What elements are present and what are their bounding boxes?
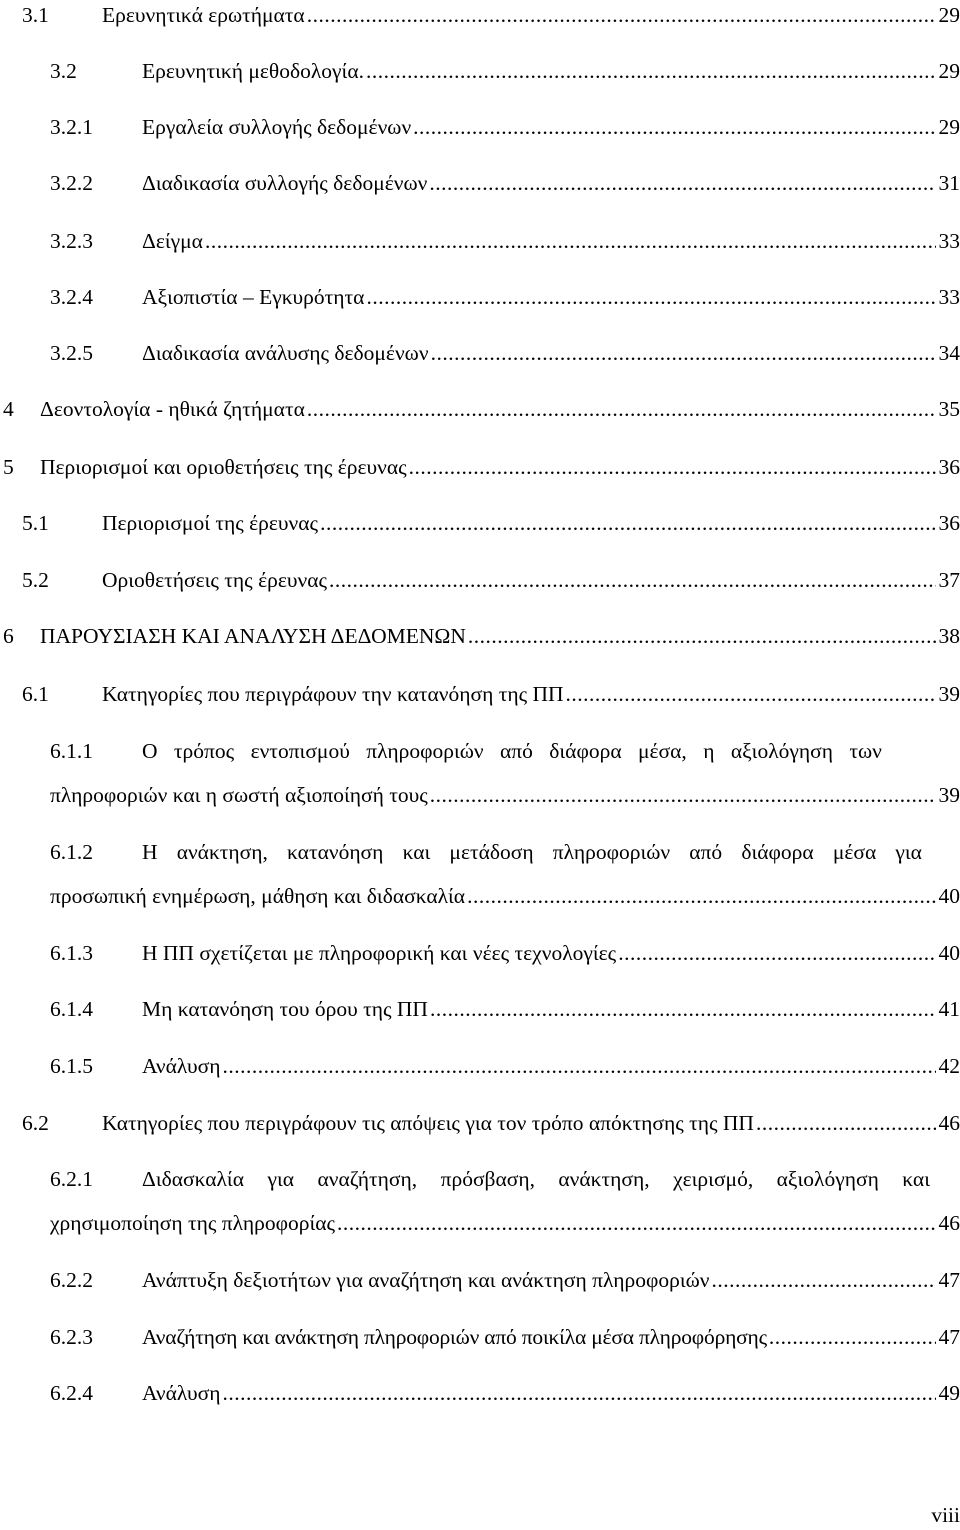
toc-entry-number: 5.2 (22, 565, 102, 595)
toc-leader-dots (431, 338, 936, 368)
toc-entry-number: 4 (3, 394, 40, 424)
toc-entry-page: 35 (939, 394, 960, 424)
toc-entry[interactable] (22, 0, 960, 30)
toc-entry-page: 38 (939, 621, 960, 651)
toc-entry-title: Ανάλυση (142, 1378, 220, 1408)
toc-entry-title: Διαδικασία ανάλυσης δεδομένων (142, 338, 429, 368)
toc-entry-title (142, 837, 960, 867)
toc-title-word: από (500, 736, 533, 766)
toc-entry-number: 3.2.4 (50, 282, 142, 312)
toc-title-word: για (895, 837, 922, 867)
toc-entry-page: 46 (939, 1208, 960, 1238)
toc-entry-number: 3.2.3 (50, 226, 142, 256)
toc-leader-dots (222, 1378, 935, 1408)
toc-entry-number: 5.1 (22, 508, 102, 538)
toc-entry-title (142, 1164, 960, 1194)
toc-leader-dots (429, 168, 935, 198)
toc-entry-title: Ανάλυση (142, 1051, 220, 1081)
toc-entry[interactable] (22, 679, 960, 709)
toc-entry[interactable] (22, 565, 960, 595)
toc-leader-dots (307, 0, 936, 30)
toc-title-word: μέσα (833, 837, 876, 867)
toc-entry-number: 6.2.4 (50, 1378, 142, 1408)
toc-entry-page: 41 (939, 994, 960, 1024)
toc-entry-title-continuation: πληροφοριών και η σωστή αξιοποίησή τους (50, 780, 428, 810)
toc-entry-title: Μη κατανόηση του όρου της ΠΠ (142, 994, 428, 1024)
toc-title-word: διάφορα (549, 736, 621, 766)
toc-entry-number: 3.2 (50, 56, 142, 86)
toc-entry[interactable] (3, 452, 960, 482)
toc-title-word: μέσα, (638, 736, 687, 766)
toc-entry-page: 29 (939, 56, 960, 86)
toc-title-word: εντοπισμού (251, 736, 350, 766)
toc-entry-page: 29 (939, 0, 960, 30)
toc-entry-number: 6.2.3 (50, 1322, 142, 1352)
toc-entry-wrapped-first-line[interactable] (50, 837, 960, 867)
toc-leader-dots (413, 112, 935, 142)
toc-title-word: πληροφοριών (553, 837, 670, 867)
toc-entry-number: 6.1.4 (50, 994, 142, 1024)
toc-title-word: Η (142, 837, 158, 867)
toc-entry-title-continuation: προσωπική ενημέρωση, μάθηση και διδασκαλία (50, 881, 465, 911)
toc-leader-dots (409, 452, 936, 482)
toc-entry-number: 6 (3, 621, 40, 651)
toc-entry[interactable] (50, 938, 960, 968)
toc-title-word: και (902, 1164, 930, 1194)
toc-entry-wrapped-second-line[interactable] (50, 780, 960, 810)
toc-title-word: πρόσβαση, (441, 1164, 535, 1194)
toc-entry-number: 6.1 (22, 679, 102, 709)
toc-entry[interactable] (50, 1051, 960, 1081)
toc-title-word: χειρισμό, (673, 1164, 753, 1194)
toc-entry-number: 6.2 (22, 1108, 102, 1138)
toc-entry-page: 31 (939, 168, 960, 198)
toc-title-word: ανάκτηση, (558, 1164, 649, 1194)
toc-title-word: η (703, 736, 714, 766)
toc-entry-page: 47 (939, 1265, 960, 1295)
toc-entry[interactable] (3, 394, 960, 424)
toc-entry[interactable] (22, 508, 960, 538)
toc-entry-page: 47 (939, 1322, 960, 1352)
toc-entry[interactable] (50, 226, 960, 256)
toc-entry-title: Περιορισμοί και οριοθετήσεις της έρευνας (40, 452, 407, 482)
toc-entry-page: 40 (939, 881, 960, 911)
toc-entry-title: Κατηγορίες που περιγράφουν τις απόψεις για τον τρόπο απόκτησης της ΠΠ (102, 1108, 754, 1138)
toc-leader-dots (222, 1051, 935, 1081)
toc-leader-dots (366, 56, 936, 86)
toc-leader-dots (566, 679, 936, 709)
toc-leader-dots (756, 1108, 936, 1138)
toc-entry-title: Η ΠΠ σχετίζεται με πληροφορική και νέες τεχνολογίες (142, 938, 616, 968)
toc-leader-dots (205, 226, 936, 256)
toc-leader-dots (307, 394, 936, 424)
toc-entry-page: 36 (939, 508, 960, 538)
toc-entry-number: 6.1.5 (50, 1051, 142, 1081)
toc-leader-dots (430, 780, 936, 810)
toc-leader-dots (468, 621, 936, 651)
toc-entry-number: 3.2.5 (50, 338, 142, 368)
toc-title-word: τρόπος (174, 736, 234, 766)
toc-entry-page: 34 (939, 338, 960, 368)
toc-title-word: αναζήτηση, (317, 1164, 417, 1194)
toc-entry-page: 33 (939, 226, 960, 256)
toc-entry-title (142, 736, 960, 766)
toc-leader-dots (711, 1265, 935, 1295)
toc-entry-number: 6.1.1 (50, 736, 142, 766)
toc-entry-number: 3.2.1 (50, 112, 142, 142)
toc-entry-title-continuation: χρησιμοποίηση της πληροφορίας (50, 1208, 335, 1238)
toc-leader-dots (769, 1322, 936, 1352)
toc-title-word: Διδασκαλία (142, 1164, 244, 1194)
toc-title-word: αξιολόγηση (731, 736, 833, 766)
toc-entry[interactable] (50, 112, 960, 142)
toc-title-word: διάφορα (741, 837, 813, 867)
toc-title-word: και (403, 837, 431, 867)
toc-entry[interactable] (50, 56, 960, 86)
toc-entry[interactable] (50, 338, 960, 368)
toc-entry[interactable] (50, 1378, 960, 1408)
toc-entry-title: Ανάπτυξη δεξιοτήτων για αναζήτηση και ανάκτηση πληροφοριών (142, 1265, 709, 1295)
toc-entry-number: 6.2.1 (50, 1164, 142, 1194)
toc-leader-dots (320, 508, 935, 538)
toc-entry-title: Δεοντολογία - ηθικά ζητήματα (40, 394, 305, 424)
toc-entry-title: Ερευνητικά ερωτήματα (102, 0, 305, 30)
toc-entry-wrapped-first-line[interactable] (50, 736, 960, 766)
toc-entry-page: 33 (939, 282, 960, 312)
toc-entry-page: 37 (939, 565, 960, 595)
toc-entry-page: 42 (939, 1051, 960, 1081)
toc-entry-wrapped-first-line[interactable] (50, 1164, 960, 1194)
toc-entry-page: 39 (939, 679, 960, 709)
toc-leader-dots (329, 565, 936, 595)
toc-entry[interactable] (50, 1265, 960, 1295)
toc-title-word: μετάδοση (449, 837, 533, 867)
toc-leader-dots (618, 938, 935, 968)
toc-title-word: από (689, 837, 722, 867)
toc-title-word: πληροφοριών (366, 736, 483, 766)
toc-entry-number: 5 (3, 452, 40, 482)
toc-title-word: κατανόηση (287, 837, 383, 867)
toc-leader-dots (366, 282, 935, 312)
footer-page-number: viii (931, 1500, 960, 1530)
toc-entry[interactable] (50, 994, 960, 1024)
toc-entry-page: 29 (939, 112, 960, 142)
toc-leader-dots (337, 1208, 935, 1238)
toc-entry-number: 6.1.2 (50, 837, 142, 867)
toc-entry-wrapped-second-line[interactable] (50, 881, 960, 911)
toc-leader-dots (467, 881, 935, 911)
toc-entry-number: 6.2.2 (50, 1265, 142, 1295)
toc-title-word: για (267, 1164, 294, 1194)
toc-entry[interactable] (50, 168, 960, 198)
toc-entry-wrapped-second-line[interactable] (50, 1208, 960, 1238)
toc-entry-title: Διαδικασία συλλογής δεδομένων (142, 168, 427, 198)
toc-entry-title: Δείγμα (142, 226, 203, 256)
toc-entry-title: Αξιοπιστία – Εγκυρότητα (142, 282, 364, 312)
toc-entry-page: 49 (939, 1378, 960, 1408)
toc-title-word: ανάκτηση, (177, 837, 268, 867)
toc-entry-title: Οριοθετήσεις της έρευνας (102, 565, 327, 595)
toc-entry-number: 3.1 (22, 0, 102, 30)
toc-leader-dots (430, 994, 936, 1024)
toc-entry[interactable] (22, 1108, 960, 1138)
toc-entry-title: Ερευνητική μεθοδολογία. (142, 56, 364, 86)
toc-entry-title: Αναζήτηση και ανάκτηση πληροφοριών από ποικίλα μέσα πληροφόρησης (142, 1322, 767, 1352)
toc-title-word: αξιολόγηση (777, 1164, 879, 1194)
toc-entry[interactable] (3, 621, 960, 651)
toc-entry-number: 6.1.3 (50, 938, 142, 968)
toc-title-word: των (849, 736, 882, 766)
toc-entry-page: 39 (939, 780, 960, 810)
toc-entry-title: ΠΑΡΟΥΣΙΑΣΗ ΚΑΙ ΑΝΑΛΥΣΗ ΔΕΔΟΜΕΝΩΝ (40, 621, 466, 651)
toc-entry-title: Περιορισμοί της έρευνας (102, 508, 318, 538)
toc-entry-title: Κατηγορίες που περιγράφουν την κατανόηση της ΠΠ (102, 679, 564, 709)
toc-entry-title: Εργαλεία συλλογής δεδομένων (142, 112, 411, 142)
toc-entry-page: 40 (939, 938, 960, 968)
toc-entry-page: 46 (939, 1108, 960, 1138)
toc-entry[interactable] (50, 1322, 960, 1352)
toc-entry-page: 36 (939, 452, 960, 482)
toc-title-word: Ο (142, 736, 158, 766)
toc-entry-number: 3.2.2 (50, 168, 142, 198)
toc-entry[interactable] (50, 282, 960, 312)
